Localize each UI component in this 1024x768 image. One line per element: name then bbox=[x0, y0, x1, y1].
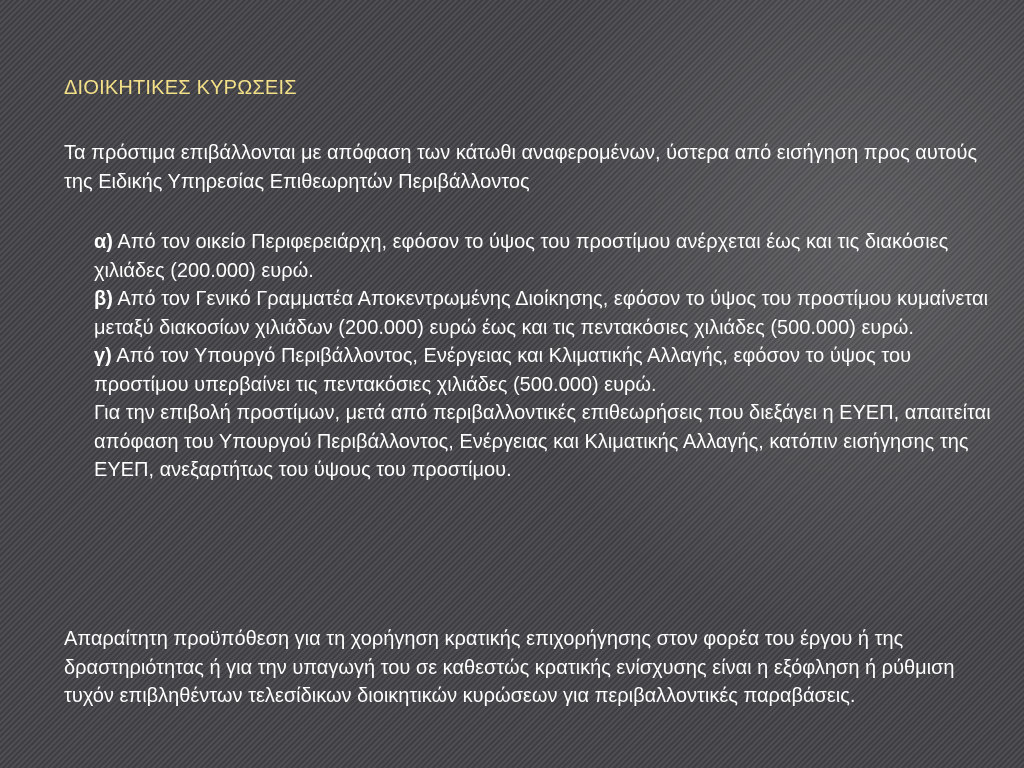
list-item-b bbox=[94, 285, 1004, 342]
list-text-c: Από τον Υπουργό Περιβάλλοντος, Ενέργειας και Κλιματικής Αλλαγής, εφόσον το ύψος του προστίμου υπερβαίνει τις πεντακόσιες χιλιάδες (500.000) ευρώ. bbox=[94, 345, 912, 396]
list-note: Για την επιβολή προστίμων, μετά από περιβαλλοντικές επιθεωρήσεις που διεξάγει η ΕΥΕΠ, απαιτείται απόφαση του Υπουργού Περιβάλλοντος, Ενέργειας και Κλιματικής Αλλαγής, κατόπιν εισήγησης της ΕΥΕΠ, ανεξαρτήτως του ύψους του προστίμου. bbox=[94, 402, 991, 481]
slide-title: ΔΙΟΙΚΗΤΙΚΕΣ ΚΥΡΩΣΕΙΣ bbox=[64, 77, 297, 99]
intro-paragraph: Τα πρόστιμα επιβάλλονται με απόφαση των κάτωθι αναφερομένων, ύστερα από εισήγηση προς αυτούς της Ειδικής Υπηρεσίας Επιθεωρητών Περιβάλλοντος bbox=[64, 142, 978, 193]
list-text-b: Από τον Γενικό Γραμματέα Αποκεντρωμένης Διοίκησης, εφόσον το ύψος του προστίμου κυμαίνεται μεταξύ διακοσίων χιλιάδων (200.000) ευρώ έως και τις πεντακόσιες χιλιάδες (500.000) ευρώ. bbox=[94, 288, 989, 339]
list-text-a: Από τον οικείο Περιφερειάρχη, εφόσον το ύψος του προστίμου ανέρχεται έως και τις διακόσιες χιλιάδες (200.000) ευρώ. bbox=[94, 231, 949, 282]
list-marker-b: β) bbox=[94, 288, 113, 310]
closing-paragraph: Απαραίτητη προϋπόθεση για τη χορήγηση κρατικής επιχορήγησης στον φορέα του έργου ή της δραστηριότητας ή για την υπαγωγή του σε καθεστώς κρατικής ενίσχυσης είναι η εξόφληση ή ρύθμιση τυχόν επιβληθέντων τελεσίδικων διοικητικών κυρώσεων για περιβαλλοντικές παραβάσεις. bbox=[64, 628, 955, 707]
list-marker-c: γ) bbox=[94, 345, 112, 367]
authority-list bbox=[94, 228, 1004, 485]
list-item-c bbox=[94, 342, 1004, 399]
list-marker-a: α) bbox=[94, 231, 113, 253]
list-item-a bbox=[94, 228, 1004, 285]
